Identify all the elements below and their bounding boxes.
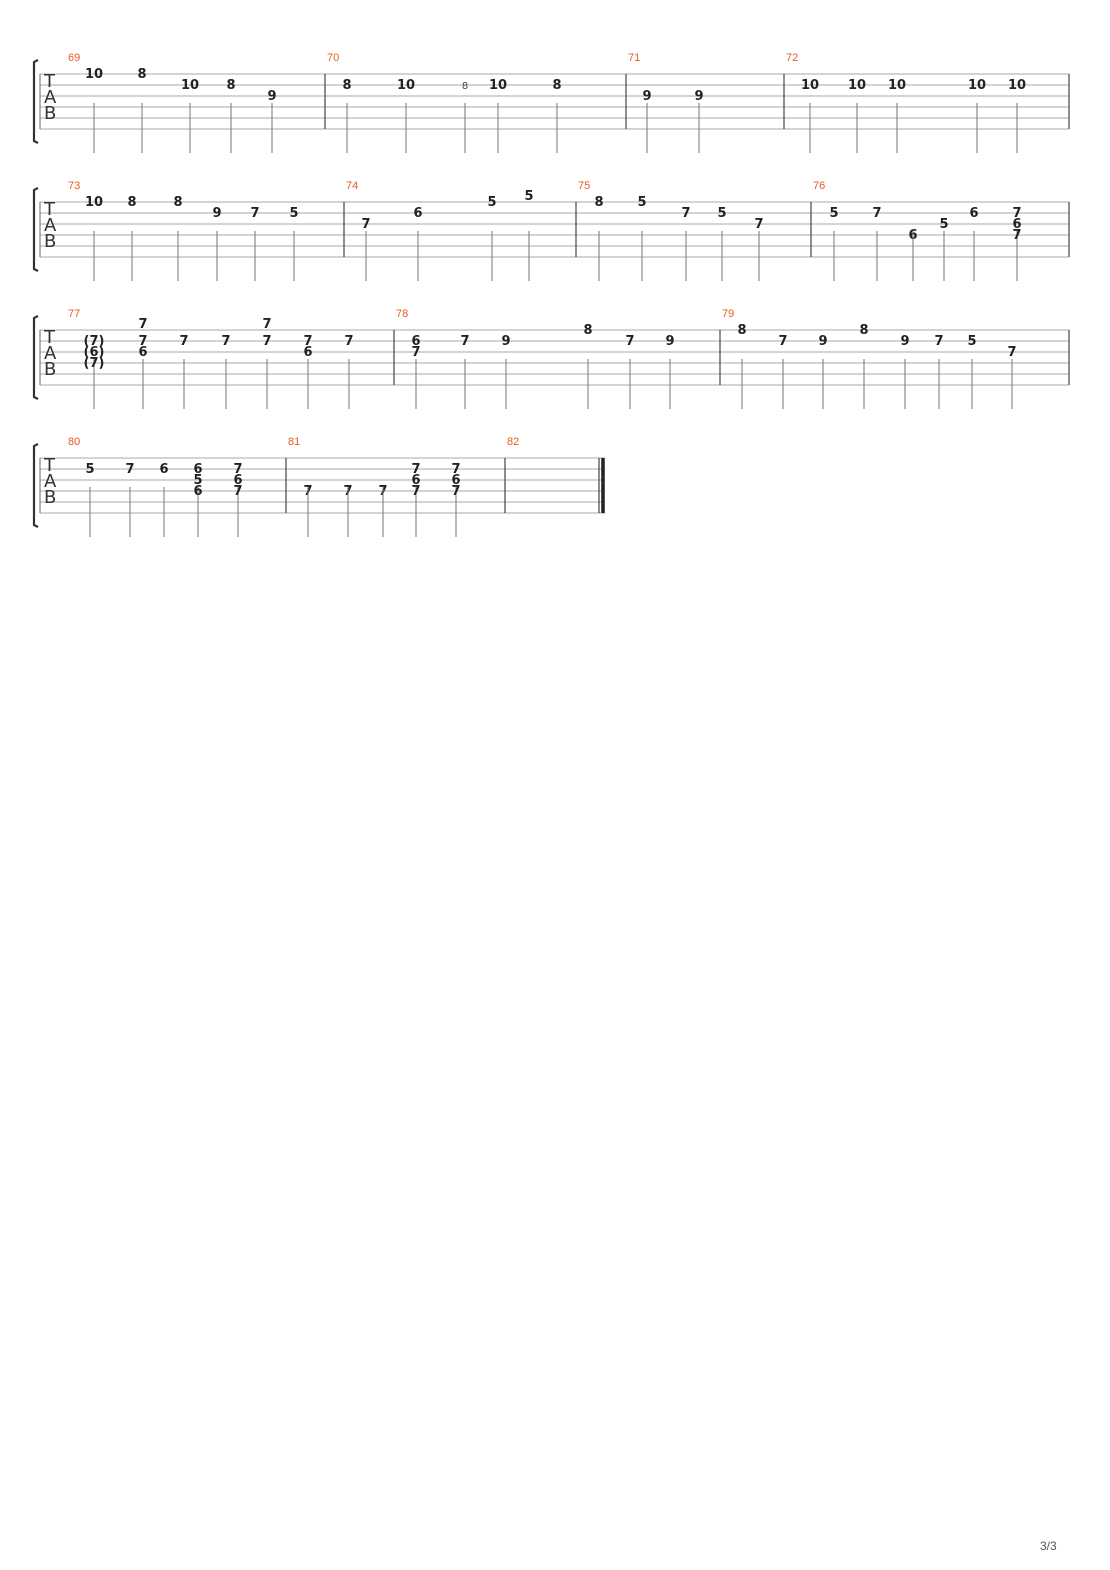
fret-number: 8 [583,323,593,338]
fret-number: 7 [681,206,691,221]
fret-number: 7 [411,462,421,477]
fret-number: 10 [84,195,104,210]
fret-number: 5 [193,473,203,488]
fret-number: 5 [289,206,299,221]
measure-number: 70 [327,52,340,64]
fret-number: 5 [829,206,839,221]
fret-number: 7 [221,334,231,349]
fret-number: 5 [637,195,647,210]
fret-number: (6) [83,345,105,360]
measure-number: 81 [288,436,301,448]
fret-number: 8 [127,195,137,210]
fret-number: 7 [233,484,243,499]
fret-number: 10 [967,78,987,93]
fret-number: 7 [460,334,470,349]
fret-number: 7 [625,334,635,349]
fret-number: 7 [344,334,354,349]
tab-clef-letter: B [44,359,57,380]
tab-clef-letter: A [44,471,57,492]
fret-number: 7 [411,484,421,499]
fret-number: 7 [378,484,388,499]
measure-number: 78 [396,308,409,320]
measure-number: 82 [507,436,520,448]
fret-number: 5 [939,217,949,232]
fret-number: 7 [1007,345,1017,360]
system-bracket [34,188,38,271]
fret-number: 7 [262,334,272,349]
system-bracket [34,316,38,399]
fret-number: 9 [665,334,675,349]
tab-clef-letter: A [44,215,57,236]
fret-number: 7 [250,206,260,221]
measure-number: 72 [786,52,799,64]
fret-number: 10 [396,78,416,93]
fret-number: 6 [138,345,148,360]
fret-number: 7 [233,462,243,477]
fret-number: 8 [594,195,604,210]
fret-number: 7 [411,345,421,360]
fret-number: 6 [451,473,461,488]
fret-number: 8 [461,81,469,92]
tab-clef-letter: T [44,455,55,476]
tab-clef-letter: A [44,343,57,364]
fret-number: 6 [233,473,243,488]
measure-number: 79 [722,308,735,320]
measure-number: 71 [628,52,641,64]
fret-number: 9 [212,206,222,221]
fret-number: 7 [451,462,461,477]
fret-number: 6 [1012,217,1022,232]
measure-number: 80 [68,436,81,448]
tab-clef-letter: A [44,87,57,108]
fret-number: 10 [887,78,907,93]
fret-number: 7 [1012,206,1022,221]
fret-number: 7 [262,317,272,332]
fret-number: 9 [818,334,828,349]
tab-clef-letter: T [44,71,55,92]
fret-number: 6 [969,206,979,221]
measure-number: 69 [68,52,81,64]
fret-number: 10 [488,78,508,93]
fret-number: 9 [501,334,511,349]
fret-number: 7 [138,317,148,332]
fret-number: 10 [1007,78,1027,93]
fret-number: 7 [754,217,764,232]
fret-number: 7 [179,334,189,349]
measure-number: 74 [346,180,359,192]
fret-number: 6 [303,345,313,360]
fret-number: 8 [342,78,352,93]
fret-number: 5 [487,195,497,210]
fret-number: 8 [552,78,562,93]
fret-number: 8 [226,78,236,93]
fret-number: 7 [451,484,461,499]
fret-number: 10 [180,78,200,93]
fret-number: (7) [83,334,105,349]
fret-number: 6 [908,228,918,243]
fret-number: 5 [967,334,977,349]
fret-number: 7 [361,217,371,232]
measure-number: 73 [68,180,81,192]
fret-number: 5 [524,189,534,204]
fret-number: 5 [717,206,727,221]
fret-number: 8 [173,195,183,210]
tab-clef-letter: B [44,103,57,124]
fret-number: 8 [737,323,747,338]
fret-number: 10 [847,78,867,93]
page-number: 3/3 [1040,1539,1057,1553]
fret-number: 6 [193,462,203,477]
fret-number: 10 [84,67,104,82]
tab-clef-letter: B [44,487,57,508]
fret-number: 7 [303,484,313,499]
fret-number: 7 [872,206,882,221]
fret-number: 6 [411,334,421,349]
fret-number: 9 [900,334,910,349]
fret-number: (7) [83,356,105,371]
fret-number: 7 [1012,228,1022,243]
measure-number: 75 [578,180,591,192]
fret-number: 6 [193,484,203,499]
fret-number: 7 [778,334,788,349]
fret-number: 9 [267,89,277,104]
fret-number: 6 [413,206,423,221]
fret-number: 7 [343,484,353,499]
fret-number: 6 [411,473,421,488]
measure-number: 76 [813,180,826,192]
fret-number: 8 [859,323,869,338]
system-bracket [34,444,38,527]
tab-clef-letter: T [44,199,55,220]
fret-number: 9 [694,89,704,104]
fret-number: 9 [642,89,652,104]
tab-clef-letter: T [44,327,55,348]
fret-number: 7 [934,334,944,349]
tab-clef-letter: B [44,231,57,252]
fret-number: 8 [137,67,147,82]
system-bracket [34,60,38,143]
fret-number: 10 [800,78,820,93]
fret-number: 7 [125,462,135,477]
fret-number: 6 [159,462,169,477]
fret-number: 7 [138,334,148,349]
fret-number: 5 [85,462,95,477]
fret-number: 7 [303,334,313,349]
measure-number: 77 [68,308,81,320]
